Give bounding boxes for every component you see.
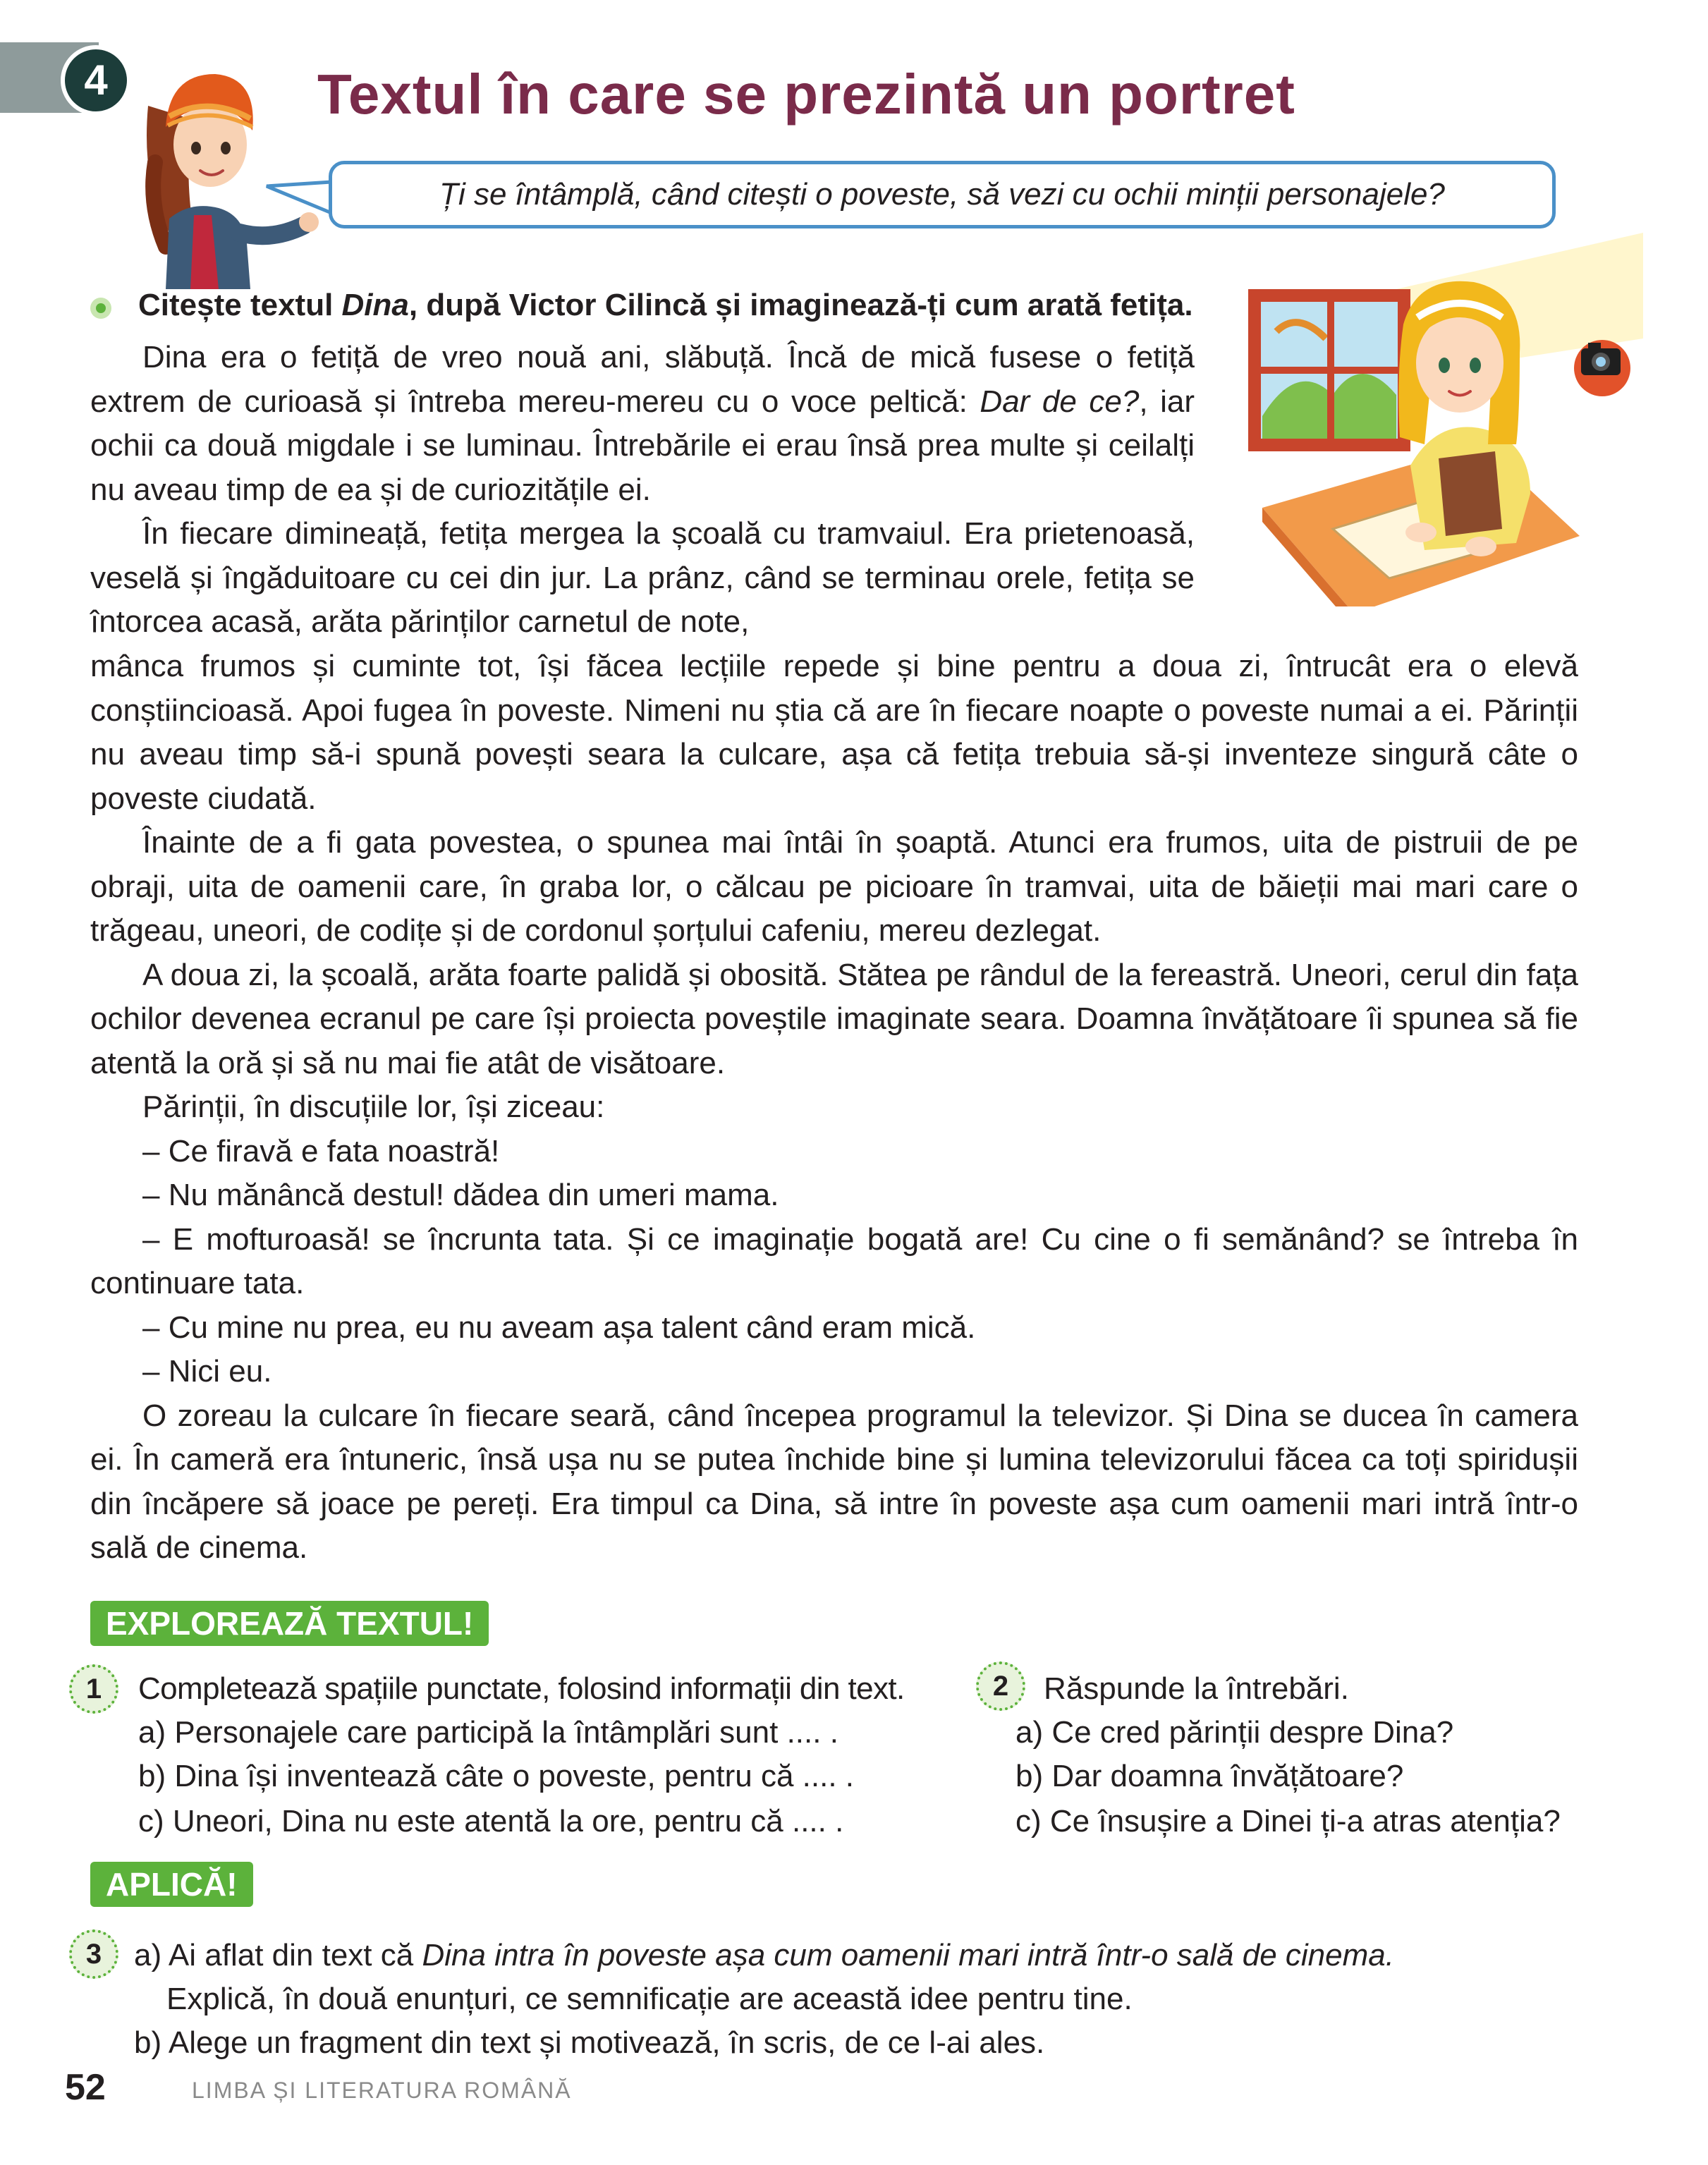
exercise-3-item-b: b) Alege un fragment din text și motivează, în scris, de ce l-ai ales. — [134, 2025, 1045, 2060]
page-number: 52 — [65, 2067, 106, 2108]
footer-subject: LIMBA ȘI LITERATURA ROMÂNĂ — [192, 2078, 572, 2103]
story-paragraph: Părinții, în discuțiile lor, își ziceau: — [142, 1090, 605, 1124]
explore-section-label: EXPLOREAZĂ TEXTUL! — [90, 1601, 489, 1646]
exercise-3-item-a: a) Ai aflat din text că Dina intra în poveste așa cum oamenii mari intră într-o sală de cinema. — [134, 1938, 1394, 1972]
speech-bubble-tail — [264, 178, 334, 220]
exercise-2-prompt: Răspunde la întrebări. — [1044, 1671, 1349, 1706]
bullet-dot-icon — [90, 298, 111, 319]
speech-bubble: Ți se întâmplă, când citești o poveste, să vezi cu ochii minții personajele? — [329, 161, 1556, 228]
girl-reading-illustration — [1248, 233, 1643, 606]
girl-mascot-illustration — [127, 56, 331, 289]
story-paragraph: A doua zi, la școală, arăta foarte palidă și obosită. Stătea pe rândul de la fereastră. Uneori, cerul din fața ochilor devenea ecranul pe care își proiecta poveștile imaginate seara. Doamna învățătoare îi spunea să fie atentă la oră și să nu mai fie atât de visătoare. — [90, 957, 1578, 1080]
dialogue-line: – Nu mănâncă destul! dădea din umeri mama. — [142, 1178, 779, 1212]
exercise-number-badge: 2 — [976, 1661, 1025, 1711]
dialogue-line: – Nici eu. — [142, 1354, 272, 1389]
exercise-1-item-c: c) Uneori, Dina nu este atentă la ore, pentru că .... . — [138, 1804, 844, 1838]
exercise-2-item-c: c) Ce însușire a Dinei ți-a atras atenția? — [1015, 1804, 1561, 1838]
exercise-1-prompt: Completează spațiile punctate, folosind informații din text. — [138, 1671, 905, 1706]
page-title: Textul în care se prezintă un portret — [317, 63, 1295, 126]
story-paragraph: Dina era o fetiță de vreo nouă ani, slăbuță. Încă de mică fusese o fetiță extrem de curioasă și întreba mereu-mereu cu o voce peltică: Dar de ce?, iar ochii ca două migdale i se luminau. Întrebările ei erau însă prea multe și ceilalți nu aveau timp de ea și de curiozitățile ei. — [90, 340, 1195, 507]
story-text-upper — [90, 336, 1195, 645]
exercise-2-item-a: a) Ce cred părinții despre Dina? — [1015, 1715, 1454, 1750]
story-paragraph: mânca frumos și cuminte tot, își făcea lecțiile repede și bine pentru a doua zi, întrucât era o elevă conștiincioasă. Apoi fugea în poveste. Nimeni nu știa că are în fiecare noapte o poveste numai a ei. Părinții nu aveau timp să-i spună povești seara la culcare, așa că fetița trebuia să-și inventeze singură câte o poveste ciudată. — [90, 649, 1578, 816]
exercise-2-item-b: b) Dar doamna învățătoare? — [1015, 1759, 1404, 1793]
reading-instruction: Citește textul Dina, după Victor Cilincă și imaginează-ți cum arată fetița. — [138, 288, 1193, 322]
story-paragraph: Înainte de a fi gata povestea, o spunea mai întâi în șoaptă. Atunci era frumos, uita de pistruii de pe obraji, uita de oamenii care, în graba lor, o călcau pe picioare în tramvai, uita de băieții mai mari care o trăgeau, uneori, de codițe și de cordonul șorțului cafeniu, mereu dezlegat. — [90, 825, 1578, 948]
dialogue-line: – Cu mine nu prea, eu nu aveam așa talent când eram mică. — [142, 1310, 976, 1345]
exercise-1-item-b: b) Dina își inventează câte o poveste, pentru că .... . — [138, 1759, 855, 1793]
dialogue-line: – Ce firavă e fata noastră! — [142, 1133, 500, 1169]
camera-icon[interactable] — [1570, 331, 1635, 396]
exercise-number-badge: 1 — [69, 1664, 118, 1714]
exercise-1-item-a: a) Personajele care participă la întâmplări sunt .... . — [138, 1715, 838, 1750]
story-paragraph: În fiecare dimineață, fetița mergea la școală cu tramvaiul. Era prietenoasă, veselă și îngăduitoare cu cei din jur. La prânz, când se terminau orele, fetița se întorcea acasă, arăta părinților carnetul de note, — [90, 516, 1195, 639]
apply-section-label: APLICĂ! — [90, 1862, 253, 1907]
exercise-3-item-a-line2: Explică, în două enunțuri, ce semnificație are această idee pentru tine. — [166, 1982, 1133, 2016]
exercise-number-badge: 3 — [69, 1929, 118, 1979]
story-paragraph: O zoreau la culcare în fiecare seară, când începea programul la televizor. Și Dina se ducea în camera ei. În cameră era întuneric, însă ușa nu se putea închide bine și lumina televizorului făcea ca toți spiridușii din încăpere să joace pe pereți. Era timpul ca Dina, să intre în poveste așa cum oamenii mari intră într-o sală de cinema. — [90, 1398, 1578, 1565]
dialogue-line: – E mofturoasă! se încrunta tata. Și ce imaginație bogată are! Cu cine o fi semănând? se întreba în continuare tata. — [90, 1221, 1578, 1300]
lesson-number-badge: 4 — [61, 45, 131, 116]
story-text-lower — [90, 645, 1578, 1571]
